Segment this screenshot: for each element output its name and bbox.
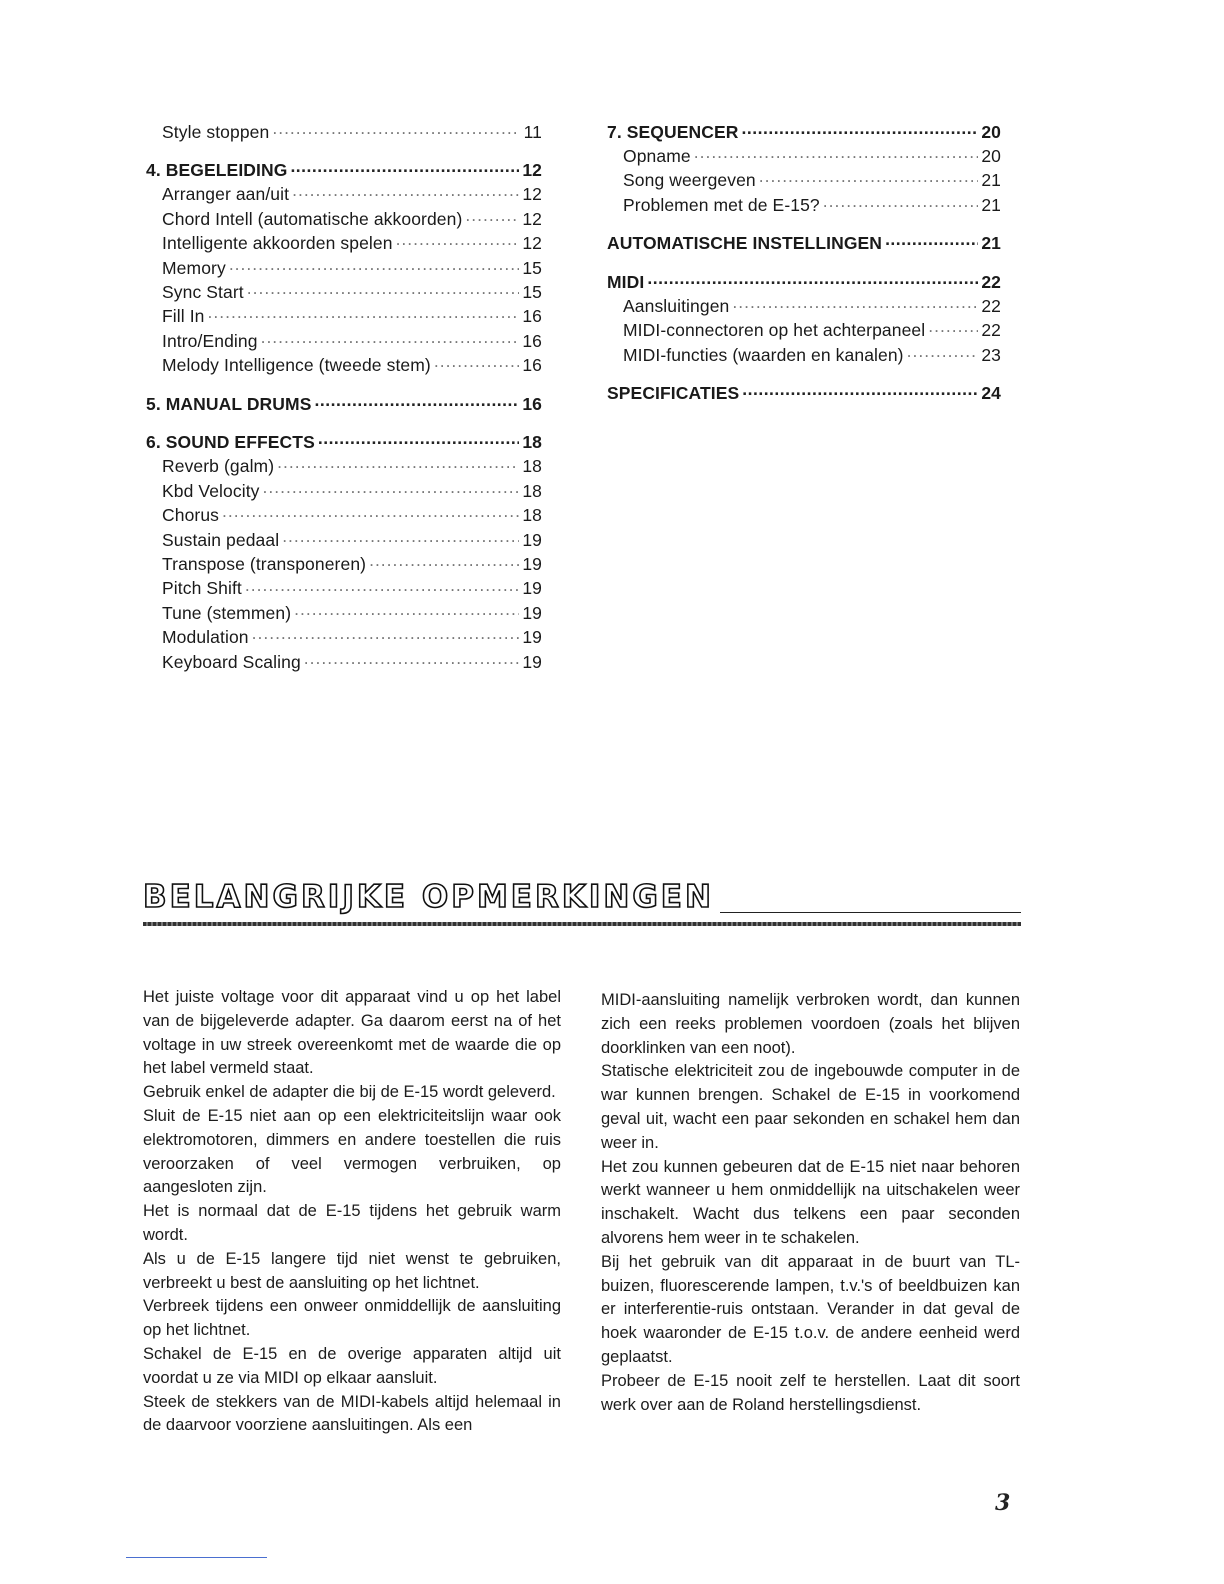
notes-right-column [601, 989, 1020, 1417]
toc-entry-page: 21 [981, 194, 1001, 215]
toc-entry-label: Problemen met de E-15? [623, 194, 820, 215]
notes-heading-block [143, 880, 1021, 914]
toc-entry [146, 232, 542, 256]
toc-entry-page: 22 [981, 295, 1001, 316]
toc-entry [146, 528, 542, 552]
toc-entry [607, 319, 1001, 343]
toc-entry-page: 19 [522, 554, 542, 574]
toc-entry-label: AUTOMATISCHE INSTELLINGEN [607, 233, 883, 254]
note-paragraph: Het zou kunnen gebeuren dat de E-15 niet naar behoren werkt wanneer u hem onmiddellijk na uitschakelen weer inschakelt. Wacht dus telkens een paar seconden alvorens hem weer in te schakelen. [601, 1157, 1020, 1247]
toc-entry-page: 15 [522, 257, 542, 278]
toc-leader-dots [885, 232, 978, 250]
toc-section [607, 120, 1001, 144]
toc-entry-label: MIDI-connectoren op het achterpaneel [623, 320, 926, 341]
toc-entry-label: Reverb (galm) [162, 456, 275, 477]
toc-leader-dots [290, 158, 519, 176]
toc-leader-dots [823, 193, 978, 211]
toc-section-gap [607, 218, 1001, 228]
toc-leader-dots [282, 528, 519, 546]
note-paragraph: MIDI-aansluiting namelijk verbroken wordt, dan kunnen zich een reeks problemen voordoen (zoals het blijven doorklinken van een noot). [601, 991, 1020, 1057]
toc-entry [146, 256, 542, 280]
toc-right-column [607, 120, 1001, 406]
note-paragraph: Sluit de E-15 niet aan op een elektriciteitslijn waar ook elektromotoren, dimmers en andere toestellen die ruis veroorzaken of veel vermogen verbruiken, op aangesloten zijn. [143, 1106, 561, 1197]
toc-leader-dots [292, 183, 519, 201]
toc-entry-page: 19 [522, 529, 542, 550]
toc-entry [146, 601, 542, 625]
toc-entry [146, 305, 542, 329]
toc-entry [607, 193, 1001, 217]
toc-leader-dots [247, 280, 519, 298]
toc-leader-dots [222, 504, 519, 522]
notes-heading: BELANGRIJKE OPMERKINGEN [143, 880, 720, 914]
notes-left-column [143, 986, 561, 1438]
toc-entry-label: 5. MANUAL DRUMS [146, 393, 312, 414]
toc-entry [146, 280, 542, 304]
toc-entry-page: 16 [522, 330, 542, 351]
toc-entry-page: 16 [522, 355, 542, 376]
toc-entry-page: 19 [522, 602, 542, 623]
toc-entry-page: 19 [522, 627, 542, 648]
toc-section-gap [607, 368, 1001, 378]
toc-entry [607, 144, 1001, 168]
toc-leader-dots [272, 120, 519, 138]
toc-leader-dots [263, 479, 519, 497]
toc-entry-page: 21 [981, 233, 1001, 254]
toc-left-column [146, 120, 542, 675]
note-paragraph: Statische elektriciteit zou de ingebouwde computer in de war kunnen brengen. Schakel de E-15 in voorkomend geval uit, wacht een paar sekonden en schakel hem dan weer in. [601, 1062, 1020, 1152]
toc-section [146, 392, 542, 416]
toc-entry-label: Intro/Ending [162, 330, 258, 351]
toc-section [607, 232, 1001, 256]
toc-entry [146, 329, 542, 353]
toc-entry-label: Song weergeven [623, 170, 756, 191]
toc-entry-page: 24 [981, 383, 1001, 404]
toc-entry-page: 18 [522, 456, 542, 477]
note-paragraph: Verbreek tijdens een onweer onmiddellijk de aansluiting op het lichtnet. [143, 1297, 561, 1340]
toc-leader-dots [315, 392, 520, 410]
toc-entry-page: 18 [522, 431, 542, 452]
toc-leader-dots [434, 354, 519, 372]
toc-section-gap [607, 256, 1001, 266]
toc-entry-label: Sustain pedaal [162, 529, 280, 550]
toc-entry-page: 20 [981, 121, 1001, 142]
toc-entry-label: MIDI-functies (waarden en kanalen) [623, 344, 904, 365]
toc-leader-dots [742, 382, 978, 400]
toc-entry [146, 553, 542, 577]
toc-entry-page: 23 [981, 344, 1001, 365]
toc-entry-page: 12 [522, 184, 542, 205]
toc-section [146, 158, 542, 182]
toc-entry-label: Fill In [162, 306, 205, 327]
toc-entry-page: 21 [981, 170, 1001, 191]
toc-entry-label: Opname [623, 145, 691, 166]
note-paragraph: Het is normaal dat de E-15 tijdens het gebruik warm wordt. [143, 1202, 561, 1244]
toc-entry-label: Arranger aan/uit [162, 184, 290, 205]
toc-entry-label: Pitch Shift [162, 578, 242, 599]
toc-entry [146, 577, 542, 601]
toc-leader-dots [277, 455, 519, 473]
toc-entry-label: Memory [162, 257, 226, 278]
toc-leader-dots [647, 270, 978, 288]
toc-entry-label: Melody Intelligence (tweede stem) [162, 355, 431, 376]
note-paragraph: Probeer de E-15 nooit zelf te herstellen. Laat dit soort werk over aan de Roland herstellingsdienst. [601, 1371, 1020, 1414]
toc-entry [607, 294, 1001, 318]
toc-entry-page: 16 [522, 306, 542, 327]
toc-entry-label: Aansluitingen [623, 295, 730, 316]
toc-entry [146, 504, 542, 528]
toc-entry-label: 6. SOUND EFFECTS [146, 431, 315, 452]
toc-entry-label: MIDI [607, 271, 645, 292]
toc-entry-label: Transpose (transponeren) [162, 554, 367, 574]
toc-leader-dots [759, 169, 978, 187]
toc-leader-dots [208, 305, 519, 323]
toc-section-gap [146, 416, 542, 426]
toc-entry [607, 169, 1001, 193]
toc-entry-label: Keyboard Scaling [162, 651, 301, 672]
toc-leader-dots [928, 319, 978, 337]
toc-entry-label: Sync Start [162, 281, 244, 302]
toc-leader-dots [396, 232, 519, 250]
heading-underline-bar [143, 922, 1021, 926]
toc-section [607, 270, 1001, 294]
toc-entry-page: 20 [981, 145, 1001, 166]
toc-entry-label: 4. BEGELEIDING [146, 159, 288, 180]
toc-entry [146, 479, 542, 503]
toc-section-gap [146, 144, 542, 154]
note-paragraph: Schakel de E-15 en de overige apparaten altijd uit voordat u ze via MIDI op elkaar aansluit. [143, 1344, 561, 1387]
toc-leader-dots [229, 256, 519, 274]
toc-entry-label: SPECIFICATIES [607, 383, 740, 404]
toc-entry-page: 16 [522, 393, 542, 414]
toc-entry-label: 7. SEQUENCER [607, 121, 739, 142]
toc-entry-label: Modulation [162, 627, 249, 648]
toc-entry-label: Style stoppen [162, 121, 270, 142]
toc-leader-dots [318, 430, 519, 448]
toc-entry-page: 12 [522, 208, 542, 229]
toc-section [146, 430, 542, 454]
toc-leader-dots [252, 626, 519, 644]
toc-entry-label: Chorus [162, 505, 220, 526]
toc-entry [146, 626, 542, 650]
toc-entry-label: Chord Intell (automatische akkoorden) [162, 208, 463, 229]
toc-entry-page: 18 [522, 505, 542, 526]
footer-rule [126, 1557, 267, 1558]
toc-entry-page: 19 [522, 578, 542, 599]
toc-section-gap [146, 378, 542, 388]
toc-entry [146, 207, 542, 231]
toc-entry-page: 22 [981, 320, 1001, 341]
toc-entry [146, 354, 542, 378]
toc-leader-dots [261, 329, 519, 347]
toc-entry [146, 455, 542, 479]
note-paragraph: Gebruik enkel de adapter die bij de E-15 wordt geleverd. [143, 1083, 556, 1102]
toc-entry-label: Kbd Velocity [162, 480, 260, 501]
toc-leader-dots [245, 577, 519, 595]
toc-entry [146, 650, 542, 674]
toc-entry-page: 18 [522, 480, 542, 501]
toc-leader-dots [294, 601, 519, 619]
toc-leader-dots [732, 294, 978, 312]
toc-entry [146, 120, 542, 144]
toc-entry-page: 19 [522, 651, 542, 672]
note-paragraph: Steek de stekkers van de MIDI-kabels altijd helemaal in de daarvoor voorziene aansluitingen. Als een [143, 1392, 561, 1435]
note-paragraph: Het juiste voltage voor dit apparaat vind u op het label van de bijgeleverde adapter. Ga daarom eerst na of het voltage in uw streek overeenkomt met de waarde die op het label vermeld staat. [143, 988, 561, 1078]
toc-entry-page: 12 [522, 233, 542, 254]
toc-section [607, 382, 1001, 406]
toc-entry-page: 12 [522, 159, 542, 180]
toc-entry-page: 11 [523, 121, 542, 142]
page-number: 3 [995, 1490, 1011, 1516]
note-paragraph: Als u de E-15 langere tijd niet wenst te gebruiken, verbreekt u best de aansluiting op het lichtnet. [143, 1249, 561, 1292]
toc-entry-page: 22 [981, 271, 1001, 292]
toc-leader-dots [369, 553, 519, 571]
toc-leader-dots [304, 650, 519, 668]
toc-leader-dots [742, 120, 978, 138]
toc-entry [146, 183, 542, 207]
toc-leader-dots [465, 207, 519, 225]
toc-leader-dots [694, 144, 978, 162]
toc-entry-label: Intelligente akkoorden spelen [162, 233, 393, 254]
toc-entry-page: 15 [522, 281, 542, 302]
toc-entry-label: Tune (stemmen) [162, 602, 292, 623]
note-paragraph: Bij het gebruik van dit apparaat in de buurt van TL-buizen, fluorescerende lampen, t.v.'s of beeldbuizen kan er interferentie-ruis ontstaan. Verander in dat geval de hoek waaronder de E-15 t.o.v. de andere eenheid werd geplaatst. [601, 1252, 1020, 1366]
toc-leader-dots [907, 343, 978, 361]
toc-entry [607, 343, 1001, 367]
